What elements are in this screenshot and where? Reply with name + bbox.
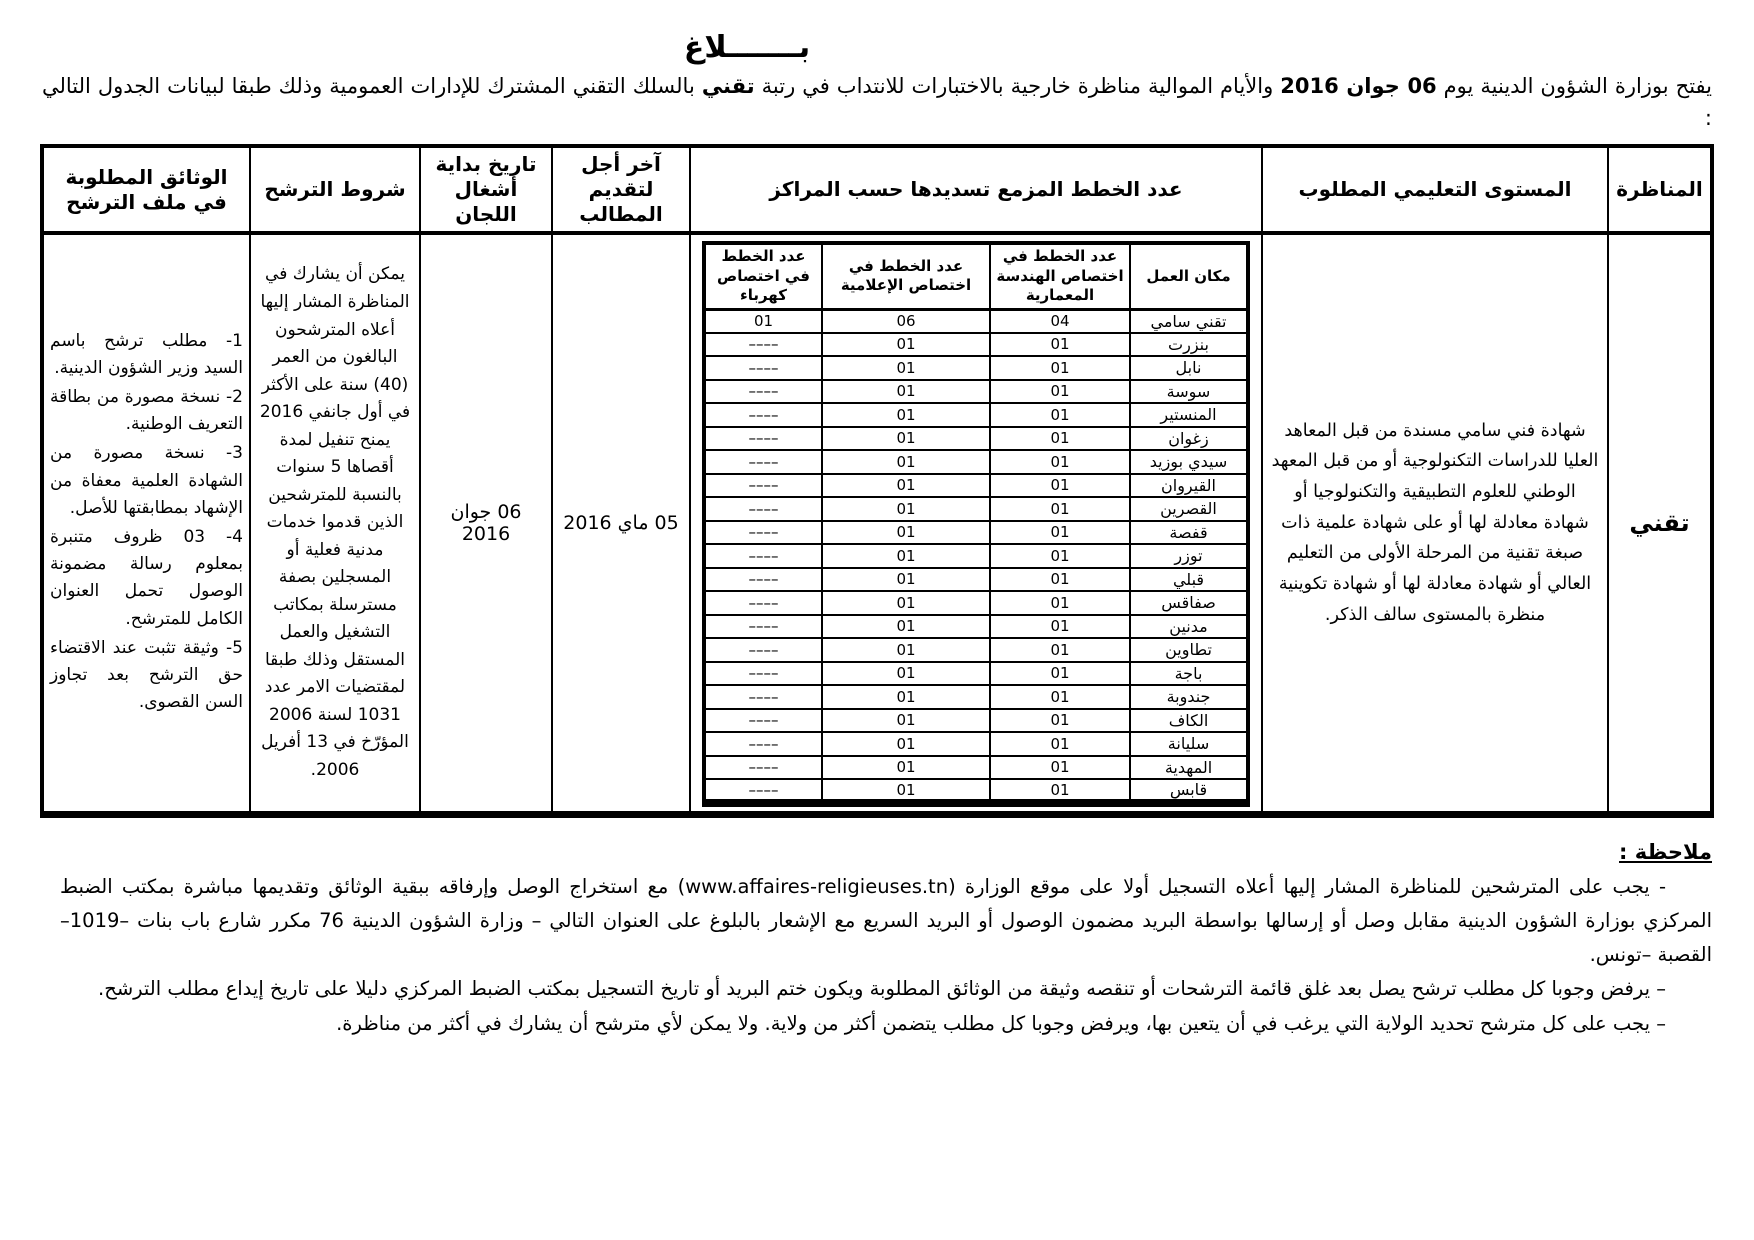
workplace-cell: تطاوين — [1130, 638, 1248, 662]
documents-cell — [42, 233, 250, 815]
informatics-count-cell: 01 — [822, 521, 990, 545]
informatics-count-cell: 01 — [822, 568, 990, 592]
architecture-count-cell: 01 — [990, 662, 1130, 686]
informatics-count-cell: 01 — [822, 403, 990, 427]
informatics-count-cell: 01 — [822, 380, 990, 404]
architecture-count-cell: 01 — [990, 685, 1130, 709]
workplace-cell: القصرين — [1130, 497, 1248, 521]
document-item: 4- 03 ظروف متنبرة بمعلوم رسالة مضمونة الوصول تحمل العنوان الكامل للمترشح. — [50, 527, 243, 629]
informatics-count-cell: 01 — [822, 450, 990, 474]
electricity-count-cell: –––– — [704, 662, 822, 686]
header-workplace: مكان العمل — [1130, 243, 1248, 309]
intro-paragraph — [42, 71, 1712, 134]
document-item: 3- نسخة مصورة من الشهادة العلمية معفاة من الإشهاد بمطابقتها للأصل. — [50, 443, 243, 518]
positions-row — [704, 732, 1248, 756]
architecture-count-cell: 01 — [990, 544, 1130, 568]
informatics-count-cell: 01 — [822, 591, 990, 615]
workplace-cell: المنستير — [1130, 403, 1248, 427]
electricity-count-cell: –––– — [704, 591, 822, 615]
positions-row — [704, 779, 1248, 803]
architecture-count-cell: 01 — [990, 779, 1130, 803]
header-architecture: عدد الخطط في اختصاص الهندسة المعمارية — [990, 243, 1130, 309]
intro-part2: والأيام الموالية مناظرة خارجية بالاختبارات للانتداب في رتبة — [754, 74, 1281, 98]
workplace-cell: بنزرت — [1130, 333, 1248, 357]
electricity-count-cell: –––– — [704, 450, 822, 474]
document-item: 5- وثيقة تثبت عند الاقتضاء حق الترشح بعد تجاوز السن القصوى. — [50, 637, 243, 713]
informatics-count-cell: 01 — [822, 732, 990, 756]
workplace-cell: باجة — [1130, 662, 1248, 686]
positions-table — [702, 241, 1250, 807]
architecture-count-cell: 01 — [990, 450, 1130, 474]
electricity-count-cell: –––– — [704, 568, 822, 592]
architecture-count-cell: 04 — [990, 309, 1130, 333]
informatics-count-cell: 01 — [822, 427, 990, 451]
electricity-count-cell: –––– — [704, 521, 822, 545]
electricity-count-cell: 01 — [704, 309, 822, 333]
informatics-count-cell: 01 — [822, 779, 990, 803]
electricity-count-cell: –––– — [704, 615, 822, 639]
workplace-cell: سليانة — [1130, 732, 1248, 756]
electricity-count-cell: –––– — [704, 333, 822, 357]
intro-rank: تقني — [701, 74, 755, 98]
electricity-count-cell: –––– — [704, 779, 822, 803]
electricity-count-cell: –––– — [704, 756, 822, 780]
architecture-count-cell: 01 — [990, 568, 1130, 592]
architecture-count-cell: 01 — [990, 497, 1130, 521]
conditions-cell: يمكن أن يشارك في المناظرة المشار إليها أعلاه المترشحون البالغون من العمر (40) سنة على الأكثر في أول جانفي 2016 يمنح تنفيل لمدة أقصاها 5 سنوات بالنسبة للمترشحين الذين قدموا خدمات مدنية فعلية أو المسجلين بصفة مسترسلة بمكاتب التشغيل والعمل المستقل وذلك طبقا لمقتضيات الامر عدد 1031 لسنة 2006 المؤرّخ في 13 أفريل 2006. — [250, 233, 420, 815]
workplace-cell: نابل — [1130, 356, 1248, 380]
positions-row — [704, 568, 1248, 592]
electricity-count-cell: –––– — [704, 497, 822, 521]
informatics-count-cell: 01 — [822, 497, 990, 521]
header-education: المستوى التعليمي المطلوب — [1262, 146, 1608, 233]
electricity-count-cell: –––– — [704, 356, 822, 380]
start-date-cell: 06 جوان 2016 — [420, 233, 552, 815]
architecture-count-cell: 01 — [990, 333, 1130, 357]
workplace-cell: القيروان — [1130, 474, 1248, 498]
workplace-cell: المهدية — [1130, 756, 1248, 780]
header-electricity: عدد الخطط في اختصاص كهرباء — [704, 243, 822, 309]
informatics-count-cell: 01 — [822, 615, 990, 639]
table-body-row — [42, 233, 1712, 815]
architecture-count-cell: 01 — [990, 615, 1130, 639]
positions-row — [704, 615, 1248, 639]
deadline-cell: 05 ماي 2016 — [552, 233, 690, 815]
recruitment-table — [40, 144, 1714, 818]
architecture-count-cell: 01 — [990, 403, 1130, 427]
architecture-count-cell: 01 — [990, 356, 1130, 380]
education-cell: شهادة فني سامي مسندة من قبل المعاهد العليا للدراسات التكنولوجية أو من قبل المعهد الوطني للعلوم التطبيقية والتكنولوجيا أو شهادة معادلة لها أو على شهادة علمية ذات صبغة تقنية من المرحلة الأولى من التعليم العالي أو شهادة معادلة لها أو شهادة تكوينية منظرة بالمستوى سالف الذكر. — [1262, 233, 1608, 815]
architecture-count-cell: 01 — [990, 521, 1130, 545]
informatics-count-cell: 01 — [822, 662, 990, 686]
intro-part3: بالسلك التقني المشترك للإدارات العمومية وذلك طبقا لبيانات الجدول التالي : — [42, 74, 1712, 130]
electricity-count-cell: –––– — [704, 544, 822, 568]
document-item: 1- مطلب ترشح باسم السيد وزير الشؤون الدينية. — [50, 330, 243, 378]
workplace-cell: سوسة — [1130, 380, 1248, 404]
informatics-count-cell: 01 — [822, 756, 990, 780]
note-registration: - يجب على المترشحين للمناظرة المشار إليها أعلاه التسجيل أولا على موقع الوزارة (www.affaires-religieuses.tn) مع استخراج الوصل وإرفاقه ببقية الوثائق وتقديمها مباشرة بمكتب الضبط المركزي بوزارة الشؤون الدينية مقابل وصل أو إرسالها بواسطة البريد مضمون الوصول أو البريد السريع مع الإشعار بالبلوغ على العنوان التالي – وزارة الشؤون الدينية 76 مكرر شارع باب بنات –1019– القصبة –تونس. — [60, 875, 1712, 967]
positions-row — [704, 544, 1248, 568]
header-deadline: آخر أجل لتقديم المطالب — [552, 146, 690, 233]
workplace-cell: صفاقس — [1130, 591, 1248, 615]
header-start-date: تاريخ بداية أشغال اللجان — [420, 146, 552, 233]
architecture-count-cell: 01 — [990, 427, 1130, 451]
positions-row — [704, 474, 1248, 498]
workplace-cell: قبلي — [1130, 568, 1248, 592]
positions-row — [704, 403, 1248, 427]
electricity-count-cell: –––– — [704, 427, 822, 451]
positions-row — [704, 333, 1248, 357]
workplace-cell: سيدي بوزيد — [1130, 450, 1248, 474]
electricity-count-cell: –––– — [704, 709, 822, 733]
positions-row — [704, 709, 1248, 733]
workplace-cell: الكاف — [1130, 709, 1248, 733]
note-single-governorate: – يجب على كل مترشح تحديد الولاية التي يرغب في أن يتعين بها، ويرفض وجوبا كل مطلب يتضمن أكثر من ولاية. ولا يمكن لأي مترشح أن يشارك في أكثر من مناظرة. — [336, 1011, 1666, 1035]
positions-row — [704, 427, 1248, 451]
electricity-count-cell: –––– — [704, 732, 822, 756]
workplace-cell: قفصة — [1130, 521, 1248, 545]
workplace-cell: جندوبة — [1130, 685, 1248, 709]
informatics-count-cell: 01 — [822, 474, 990, 498]
competition-cell: تقني — [1608, 233, 1712, 815]
workplace-cell: تقني سامي — [1130, 309, 1248, 333]
electricity-count-cell: –––– — [704, 685, 822, 709]
header-documents: الوثائق المطلوبة في ملف الترشح — [42, 146, 250, 233]
workplace-cell: زغوان — [1130, 427, 1248, 451]
informatics-count-cell: 01 — [822, 638, 990, 662]
positions-table-body — [704, 309, 1248, 803]
electricity-count-cell: –––– — [704, 638, 822, 662]
intro-part1: يفتح بوزارة الشؤون الدينية يوم — [1436, 74, 1713, 98]
workplace-cell: توزر — [1130, 544, 1248, 568]
header-positions: عدد الخطط المزمع تسديدها حسب المراكز — [690, 146, 1262, 233]
document-item: 2- نسخة مصورة من بطاقة التعريف الوطنية. — [50, 387, 243, 435]
workplace-cell: قابس — [1130, 779, 1248, 803]
positions-row — [704, 756, 1248, 780]
architecture-count-cell: 01 — [990, 591, 1130, 615]
informatics-count-cell: 01 — [822, 685, 990, 709]
note-rejection: – يرفض وجوبا كل مطلب ترشح يصل بعد غلق قائمة الترشحات أو تنقصه وثيقة من الوثائق المطلوبة ويكون ختم البريد أو تاريخ التسجيل بمكتب الضبط المركزي دليلا على تاريخ إيداع مطلب الترشح. — [98, 977, 1666, 1001]
notes-label: ملاحظة : — [1619, 840, 1712, 864]
informatics-count-cell: 01 — [822, 356, 990, 380]
architecture-count-cell: 01 — [990, 756, 1130, 780]
positions-row — [704, 497, 1248, 521]
positions-row — [704, 309, 1248, 333]
architecture-count-cell: 01 — [990, 380, 1130, 404]
architecture-count-cell: 01 — [990, 638, 1130, 662]
electricity-count-cell: –––– — [704, 380, 822, 404]
positions-row — [704, 685, 1248, 709]
informatics-count-cell: 01 — [822, 709, 990, 733]
architecture-count-cell: 01 — [990, 709, 1130, 733]
positions-row — [704, 380, 1248, 404]
informatics-count-cell: 01 — [822, 544, 990, 568]
positions-row — [704, 450, 1248, 474]
positions-row — [704, 638, 1248, 662]
notes-section — [60, 840, 1712, 1041]
informatics-count-cell: 06 — [822, 309, 990, 333]
page-title: بـــــــلاغ — [683, 30, 811, 65]
architecture-count-cell: 01 — [990, 474, 1130, 498]
header-competition: المناظرة — [1608, 146, 1712, 233]
positions-row — [704, 591, 1248, 615]
workplace-cell: مدنين — [1130, 615, 1248, 639]
positions-cell — [690, 233, 1262, 815]
positions-row — [704, 662, 1248, 686]
architecture-count-cell: 01 — [990, 732, 1130, 756]
header-informatics: عدد الخطط في اختصاص الإعلامية — [822, 243, 990, 309]
intro-date: 06 جوان 2016 — [1280, 74, 1437, 98]
table-header-row — [42, 146, 1712, 233]
header-conditions: شروط الترشح — [250, 146, 420, 233]
electricity-count-cell: –––– — [704, 474, 822, 498]
positions-header-row — [704, 243, 1248, 309]
informatics-count-cell: 01 — [822, 333, 990, 357]
electricity-count-cell: –––– — [704, 403, 822, 427]
positions-row — [704, 356, 1248, 380]
positions-row — [704, 521, 1248, 545]
